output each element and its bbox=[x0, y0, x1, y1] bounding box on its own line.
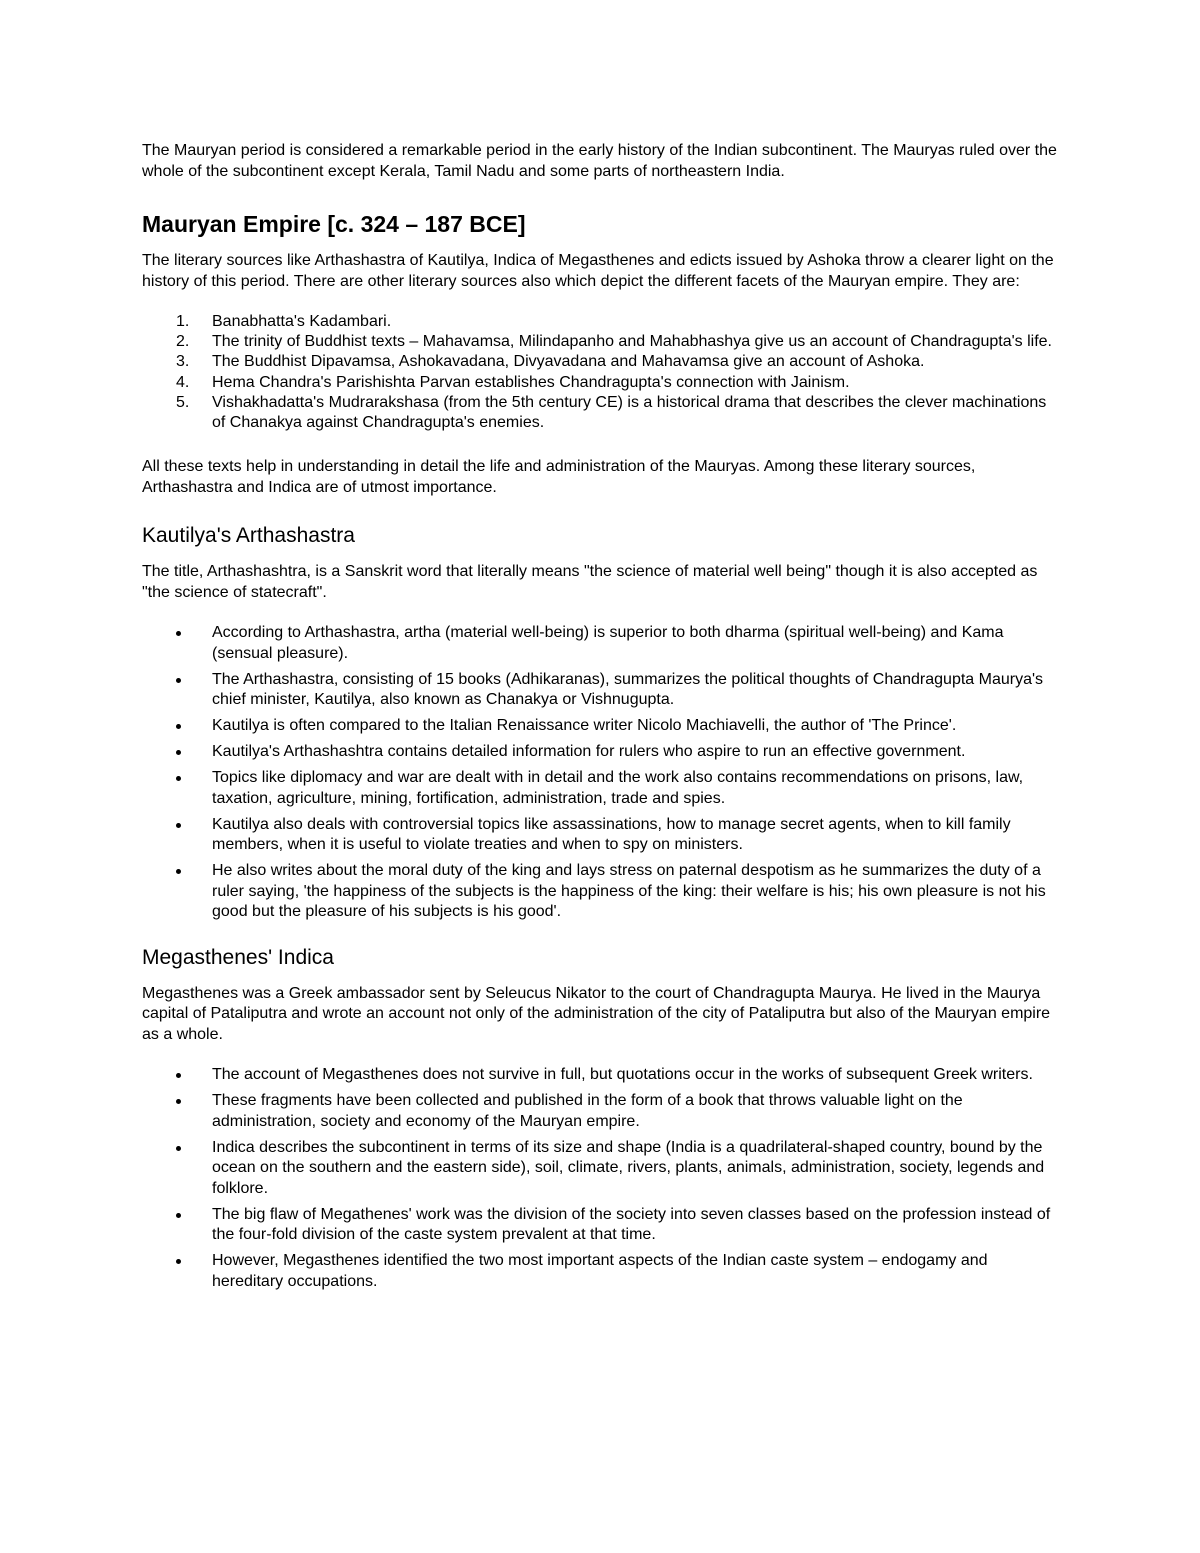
bullet-icon bbox=[176, 631, 181, 636]
list-item-text: Banabhatta's Kadambari. bbox=[212, 313, 392, 330]
bullet-icon bbox=[176, 1099, 181, 1104]
list-item bbox=[142, 861, 1062, 923]
indica-points-list bbox=[142, 1065, 1062, 1292]
list-item bbox=[142, 623, 1062, 664]
list-item bbox=[142, 670, 1062, 711]
list-item bbox=[142, 373, 1062, 393]
list-item-text: These fragments have been collected and published in the form of a book that throws valuable light on the administration, society and economy of the Mauryan empire. bbox=[212, 1092, 963, 1130]
list-item-text: However, Megasthenes identified the two most important aspects of the Indian caste system – endogamy and hereditary occupations. bbox=[212, 1252, 988, 1290]
list-item-text: Vishakhadatta's Mudrarakshasa (from the 5th century CE) is a historical drama that describes the clever machinations of Chanakya against Chandragupta's enemies. bbox=[212, 393, 1047, 432]
list-item bbox=[142, 352, 1062, 372]
list-item-text: The Buddhist Dipavamsa, Ashokavadana, Divyavadana and Mahavamsa give an account of Ashoka. bbox=[212, 353, 925, 371]
list-item-text: The big flaw of Megathenes' work was the division of the society into seven classes based on the profession instead of the four-fold division of the caste system prevalent at that time. bbox=[212, 1205, 1051, 1244]
bullet-icon bbox=[176, 750, 181, 755]
arthashastra-heading: Kautilya's Arthashastra bbox=[142, 524, 355, 548]
bullet-icon bbox=[176, 1213, 181, 1218]
list-item-text: Hema Chandra's Parishishta Parvan establishes Chandragupta's connection with Jainism. bbox=[212, 373, 850, 391]
list-number: 4. bbox=[176, 373, 190, 391]
list-number: 5. bbox=[176, 393, 190, 411]
list-item-text: He also writes about the moral duty of the king and lays stress on paternal despotism as he summarizes the duty of a ruler saying, 'the happiness of the subjects is the happiness of the king: their welfare is his; his own pleasure is not his good but the pleasure of his subjects is his good'. bbox=[212, 862, 1046, 921]
document-page bbox=[142, 141, 1062, 1298]
list-item bbox=[142, 1138, 1062, 1200]
indica-heading: Megasthenes' Indica bbox=[142, 945, 334, 969]
bullet-icon bbox=[176, 678, 181, 683]
list-number: 3. bbox=[176, 353, 190, 371]
list-number: 2. bbox=[176, 333, 190, 351]
empire-paragraph: The literary sources like Arthashastra of Kautilya, Indica of Megasthenes and edicts issued by Ashoka throw a clearer light on the history of this period. There are other literary sources also which depict the different facets of the Mauryan empire. They are: bbox=[142, 252, 1054, 290]
literary-sources-list bbox=[142, 312, 1062, 433]
list-item bbox=[142, 1251, 1062, 1292]
list-item bbox=[142, 768, 1062, 809]
list-item-text: Kautilya also deals with controversial topics like assassinations, how to manage secret agents, when to kill family members, when it is useful to violate treaties and when to spy on ministers. bbox=[212, 815, 1011, 854]
indica-paragraph: Megasthenes was a Greek ambassador sent by Seleucus Nikator to the court of Chandragupta Maurya. He lived in the Maurya capital of Pataliputra and wrote an account not only of the administration of the city of Pataliputra but also of the Mauryan empire as a whole. bbox=[142, 984, 1051, 1043]
empire-closing-paragraph: All these texts help in understanding in detail the life and administration of the Mauryas. Among these literary sources, Arthashastra and Indica are of utmost importance. bbox=[142, 458, 976, 496]
list-item-text: Topics like diplomacy and war are dealt with in detail and the work also contains recommendations on prisons, law, taxation, agriculture, mining, fortification, administration, trade and spies. bbox=[212, 769, 1024, 807]
bullet-icon bbox=[176, 1259, 181, 1264]
list-item bbox=[142, 332, 1062, 352]
bullet-icon bbox=[176, 823, 181, 828]
arthashastra-points-list bbox=[142, 623, 1062, 923]
intro-paragraph: The Mauryan period is considered a remarkable period in the early history of the Indian subcontinent. The Mauryas ruled over the whole of the subcontinent except Kerala, Tamil Nadu and some parts of northeastern India. bbox=[142, 142, 1057, 180]
list-item-text: The account of Megasthenes does not survive in full, but quotations occur in the works of subsequent Greek writers. bbox=[212, 1066, 1033, 1084]
arthashastra-paragraph: The title, Arthashashtra, is a Sanskrit word that literally means "the science of material well being" though it is also accepted as "the science of statecraft". bbox=[142, 563, 1038, 601]
bullet-icon bbox=[176, 776, 181, 781]
bullet-icon bbox=[176, 869, 181, 874]
bullet-icon bbox=[176, 1146, 181, 1151]
list-item bbox=[142, 1065, 1062, 1086]
bullet-icon bbox=[176, 1073, 181, 1078]
list-item bbox=[142, 1091, 1062, 1132]
list-item-text: Kautilya is often compared to the Italian Renaissance writer Nicolo Machiavelli, the author of 'The Prince'. bbox=[212, 717, 957, 735]
list-item-text: Kautilya's Arthashashtra contains detailed information for rulers who aspire to run an effective government. bbox=[212, 743, 966, 761]
list-item bbox=[142, 742, 1062, 763]
list-number: 1. bbox=[176, 313, 190, 330]
bullet-icon bbox=[176, 724, 181, 729]
list-item-text: The Arthashastra, consisting of 15 books (Adhikaranas), summarizes the political thoughts of Chandragupta Maurya's chief minister, Kautilya, also known as Chanakya or Vishnugupta. bbox=[212, 670, 1044, 709]
list-item bbox=[142, 1205, 1062, 1246]
list-item-text: The trinity of Buddhist texts – Mahavamsa, Milindapanho and Mahabhashya give us an account of Chandragupta's life. bbox=[212, 333, 1052, 351]
mauryan-empire-heading: Mauryan Empire [c. 324 – 187 BCE] bbox=[142, 211, 526, 237]
list-item-text: According to Arthashastra, artha (material well-being) is superior to both dharma (spiritual well-being) and Kama (sensual pleasure). bbox=[212, 624, 1004, 662]
list-item bbox=[142, 393, 1062, 433]
list-item bbox=[142, 312, 1062, 332]
list-item bbox=[142, 716, 1062, 737]
list-item bbox=[142, 815, 1062, 856]
list-item-text: Indica describes the subcontinent in terms of its size and shape (India is a quadrilateral-shaped country, bound by the ocean on the southern and the eastern side), soil, climate, rivers, plants, animals, administration, society, legends and folklore. bbox=[212, 1138, 1045, 1197]
